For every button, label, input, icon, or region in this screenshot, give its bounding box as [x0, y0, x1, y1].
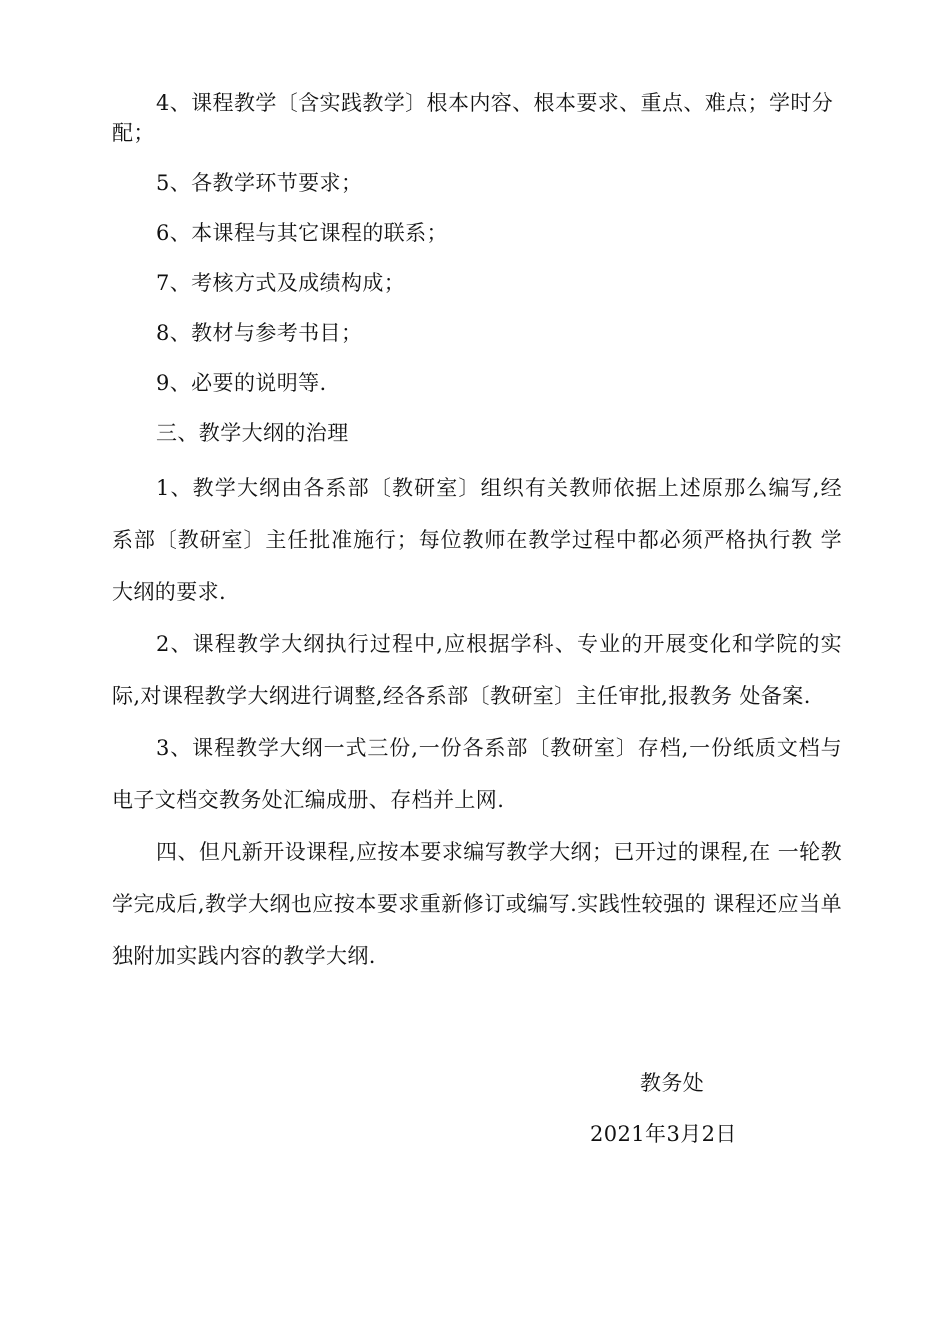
- body-paragraph: 3、课程教学大纲一式三份,一份各系部〔教研室〕存档,一份纸质文档与电子文档交教务处汇编成册、存档并上网.: [112, 736, 842, 812]
- list-item: 4、课程教学〔含实践教学〕根本内容、根本要求、重点、难点；学时分配；: [112, 91, 834, 145]
- list-item: 8、教材与参考书目；: [156, 321, 363, 345]
- signature-date: 2021年3月2日: [590, 1122, 737, 1146]
- section-four-paragraph: 四、但凡新开设课程,应按本要求编写教学大纲；已开过的课程,在 一轮教学完成后,教学大纲也应按本要求重新修订或编写.实践性较强的 课程还应当单独附加实践内容的教学大纲.: [112, 840, 842, 968]
- list-item: 6、本课程与其它课程的联系；: [156, 221, 448, 245]
- body-paragraph: 1、教学大纲由各系部〔教研室〕组织有关教师依据上述原那么编写,经 系部〔教研室〕主任批准施行；每位教师在教学过程中都必须严格执行教 学大纲的要求.: [112, 476, 842, 604]
- section-heading: 三、教学大纲的治理: [156, 421, 349, 445]
- document-body: [112, 88, 842, 982]
- signature-department: 教务处: [640, 1071, 705, 1095]
- body-paragraph: 2、课程教学大纲执行过程中,应根据学科、专业的开展变化和学院的实际,对课程教学大纲进行调整,经各系部〔教研室〕主任审批,报教务 处备案.: [112, 632, 842, 708]
- list-item: 9、必要的说明等.: [156, 371, 327, 395]
- list-item: 7、考核方式及成绩构成；: [156, 271, 406, 295]
- list-item: 5、各教学环节要求；: [156, 171, 363, 195]
